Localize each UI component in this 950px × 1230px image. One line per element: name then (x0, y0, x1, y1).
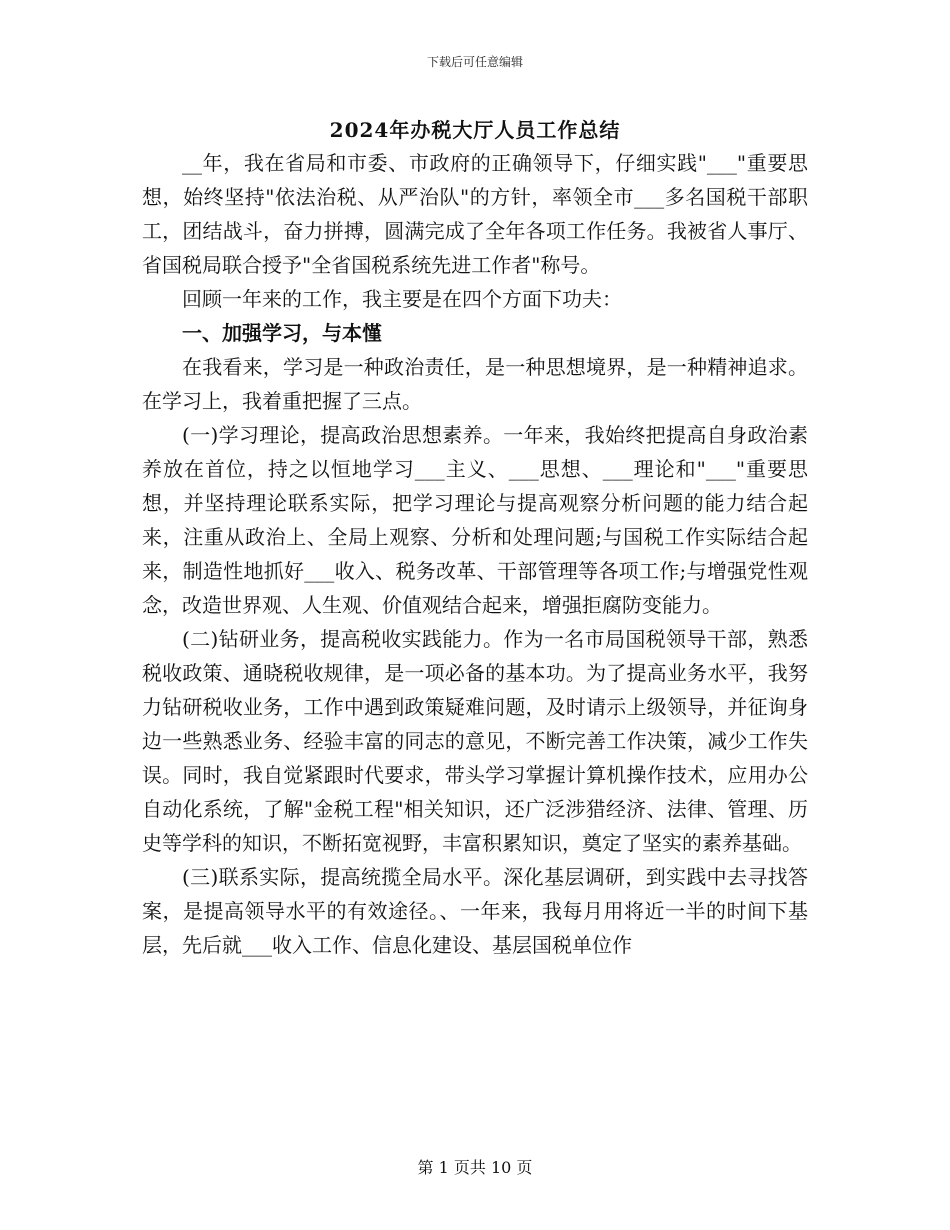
paragraph-intro: __年，我在省局和市委、市政府的正确领导下，仔细实践"___"重要思想，始终坚持"依法治税、从严治队"的方针，率领全市___多名国税干部职工，团结战斗，奋力拼搏，圆满完成了全年各项工作任务。我被省人事厅、省国税局联合授予"全省国税系统先进工作者"称号。 (142, 151, 808, 277)
paragraph-learning-view: 在我看来，学习是一种政治责任，是一种思想境界，是一种精神追求。在学习上，我着重把握了三点。 (142, 355, 808, 413)
paragraph-business: (二)钻研业务，提高税收实践能力。作为一名市局国税领导干部，熟悉税收政策、通晓税收规律，是一项必备的基本功。为了提高业务水平，我努力钻研税收业务，工作中遇到政策疑难问题，及时请示上级领导，并征询身边一些熟悉业务、经验丰富的同志的意见，不断完善工作决策，减少工作失误。同时，我自觉紧跟时代要求，带头学习掌握计算机操作技术，应用办公自动化系统，了解"金税工程"相关知识，还广泛涉猎经济、法律、管理、历史等学科的知识，不断拓宽视野，丰富积累知识，奠定了坚实的素养基础。 (142, 627, 808, 855)
document-body (142, 146, 808, 962)
paragraph-practice: (三)联系实际，提高统揽全局水平。深化基层调研，到实践中去寻找答案，是提高领导水平的有效途径。、一年来，我每月用将近一半的时间下基层，先后就___收入工作、信息化建设、基层国税单位作 (142, 865, 808, 957)
page-number: 第 1 页共 10 页 (417, 1158, 533, 1177)
header-note: 下载后可任意编辑 (426, 55, 523, 69)
section-heading-1: 一、加强学习，与本慬 (182, 321, 382, 345)
paragraph-review: 回顾一年来的工作，我主要是在四个方面下功夫： (182, 287, 622, 311)
document-title: 2024年办税大厅人员工作总结 (329, 118, 621, 142)
paragraph-theory: (一)学习理论，提高政治思想素养。一年来，我始终把提高自身政治素养放在首位，持之以恒地学习___主义、___思想、___理论和"___"重要思想，并坚持理论联系实际，把学习理论与提高观察分析问题的能力结合起来，注重从政治上、全局上观察、分析和处理问题;与国税工作实际结合起来，制造性地抓好___收入、税务改革、干部管理等各项工作;与增强党性观念，改造世界观、人生观、价值观结合起来，增强拒腐防变能力。 (142, 423, 808, 617)
